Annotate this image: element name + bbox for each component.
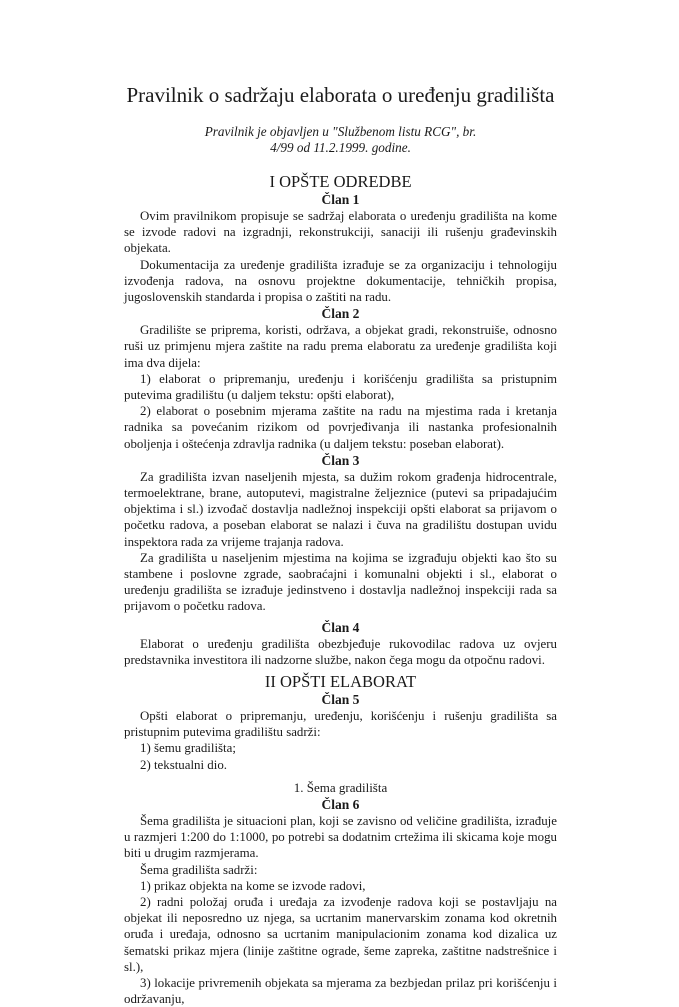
section-heading: II OPŠTI ELABORAT (264, 672, 417, 692)
paragraph: Elaborat o uređenju gradilišta obezbjeđuje rukovodilac radova uz ovjeru predstavnika investitora ili nadzorne službe, nakon čega mogu da otpočnu radovi. (124, 636, 557, 667)
section-heading: I OPŠTE ODREDBE (269, 172, 412, 191)
paragraph: 1) elaborat o pripremanju, uređenju i korišćenju gradilišta sa pristupnim putevima gradilištu (u daljem tekstu: opšti elaborat), (124, 371, 557, 403)
document-body (124, 172, 557, 1007)
article-heading: Član 2 (321, 306, 360, 322)
paragraph: Gradilište se priprema, koristi, održava, a objekat gradi, rekonstruiše, odnosno ruši uz primjenu mjera zaštite na radu prema elaboratu za uređenje gradilišta koji ima dva dijela: (124, 323, 557, 370)
paragraph: 1) prikaz objekta na kome se izvode radovi, (140, 878, 366, 893)
article-heading: Član 1 (321, 192, 360, 207)
paragraph: Šema gradilišta je situacioni plan, koji se zavisno od veličine gradilišta, izrađuje u razmjeri 1:200 do 1:1000, po potrebi sa dodatnim crtežima ili skicama koje mogu biti u drugim razmjerama. (124, 813, 557, 861)
publication-note-line: Pravilnik je objavljen u "Službenom listu RCG", br. (204, 124, 477, 139)
article-heading: Član 5 (321, 692, 360, 708)
article-heading: Član 6 (321, 796, 360, 812)
article-heading: Član 4 (321, 619, 360, 635)
paragraph: Za gradilišta u naseljenim mjestima na kojima se izgrađuju objekti kao što su stambene i poslovne zgrade, saobraćajni i komunalni objekti i sl., elaborat o uređenju gradilišta se izrađuje jedinstveno i dostavlja nadležnoj inspekciji rada sa prijavom o početku radova. (124, 550, 557, 614)
paragraph: 3) lokacije privremenih objekata sa mjerama za bezbjedan prilaz pri korišćenju i održavanju, (124, 975, 557, 1007)
paragraph: 2) tekstualni dio. (140, 757, 227, 772)
document-title: Pravilnik o sadržaju elaborata o uređenju gradilišta (126, 83, 555, 107)
paragraph: Opšti elaborat o pripremanju, uređenju, korišćenju i rušenju gradilišta sa pristupnim putevima gradilištu sadrži: (124, 709, 557, 740)
subsection-heading: 1. Šema gradilišta (293, 779, 388, 795)
paragraph: 2) elaborat o posebnim mjerama zaštite na radu na mjestima rada i kretanja radnika sa povećanim rizikom od povrjeđivanja ili nastanka profesionalnih oboljenja i oštećenja zdravlja radnika (u daljem tekstu: poseban elaborat). (124, 404, 557, 451)
paragraph: Za gradilišta izvan naseljenih mjesta, sa dužim rokom građenja hidrocentrale, termoelektrane, brane, autoputevi, magistralne željeznice (putevi sa pripadajućim objektima i sl.) izvođač dostavlja nadležnoj inspekciji opšti elaborat sa prijavom o početku radova, a poseban elaborat se nalazi i čuva na gradilištu dostupan uvidu inspektora rada za vrijeme trajanja radova. (124, 469, 557, 549)
document-page (124, 82, 557, 1007)
paragraph: Šema gradilišta sadrži: (140, 862, 258, 877)
article-heading: Član 3 (321, 452, 360, 468)
publication-note (124, 124, 557, 156)
paragraph: Ovim pravilnikom propisuje se sadržaj elaborata o uređenju gradilišta na kome se izvode radovi na izgradnji, rekonstrukciji, sanaciji ili rušenju građevinskih objekata. (124, 209, 557, 256)
paragraph: Dokumentacija za uređenje gradilišta izrađuje se za organizaciju i tehnologiju izvođenja radova, na osnovu projektne dokumentacije, tehničkih propisa, jugoslovenskih standarda i propisa o zaštiti na radu. (124, 257, 557, 305)
paragraph: 1) šemu gradilišta; (140, 741, 236, 756)
paragraph: 2) radni položaj oruđa i uređaja za izvođenje radova koji se postavljaju na objekat ili neposredno uz njega, sa ucrtanim manervarskim zonama kod okretnih oruđa i uređaja, odnosno sa ucrtanim manipulacionim zonama kod dizalica uz šematski prikaz mjera (linije zaštitne ograde, šeme zapreka, zaštitne nadstrešnice i sl.), (124, 894, 557, 974)
publication-note-line: 4/99 od 11.2.1999. godine. (270, 140, 411, 155)
